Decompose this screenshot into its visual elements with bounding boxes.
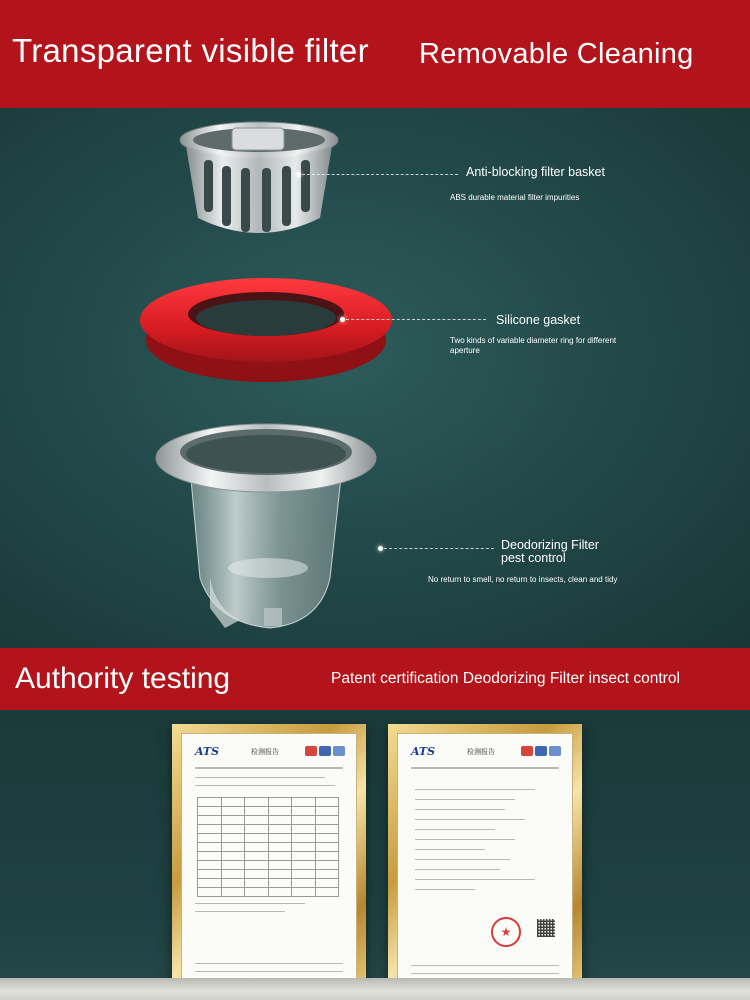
callout-dot-gasket [340, 317, 345, 322]
ats-logo: ATS [411, 745, 436, 758]
report-heading: 检测报告 [467, 749, 495, 756]
official-seal-icon: ★ [491, 917, 521, 947]
certificate-frame-left [172, 724, 366, 994]
deodorizer-description: No return to smell, no return to insects, clean and tidy [428, 575, 618, 584]
deodorizing-filter-graphic [156, 424, 376, 628]
basket-description: ABS durable material filter impurities [450, 193, 580, 202]
deodorizer-title: Deodorizing Filter pest control [501, 538, 599, 565]
banner-right-title: Removable Cleaning [419, 38, 694, 70]
silicone-gasket-graphic [140, 278, 392, 382]
authority-banner [0, 648, 750, 710]
callout-line-basket [302, 174, 458, 175]
report-heading: 检测报告 [251, 749, 279, 756]
certificate-frame-right [388, 724, 582, 994]
accreditation-badges [303, 743, 345, 761]
display-shelf [0, 978, 750, 1000]
top-banner [0, 0, 750, 108]
callout-dot-basket [296, 172, 301, 177]
callout-line-gasket [346, 319, 486, 320]
filter-basket-graphic [180, 122, 338, 233]
authority-subtitle: Patent certification Deodorizing Filter insect control [331, 670, 680, 687]
gasket-title: Silicone gasket [496, 313, 581, 327]
certificate-document-right [397, 733, 573, 985]
banner-left-title: Transparent visible filter [12, 32, 369, 69]
gasket-description: Two kinds of variable diameter ring for different aperture [450, 336, 617, 355]
callout-dot-deodorizer [378, 546, 383, 551]
certificate-document-left [181, 733, 357, 985]
callout-line-deodorizer [384, 548, 494, 549]
basket-title: Anti-blocking filter basket [466, 165, 605, 179]
product-illustration [0, 108, 750, 648]
ats-logo: ATS [195, 745, 220, 758]
product-exploded-view [0, 108, 750, 648]
authority-title: Authority testing [15, 662, 231, 695]
qr-code-icon [537, 919, 555, 937]
test-results-table [197, 797, 339, 897]
accreditation-badges [519, 743, 561, 761]
certificate-section [0, 710, 750, 1000]
